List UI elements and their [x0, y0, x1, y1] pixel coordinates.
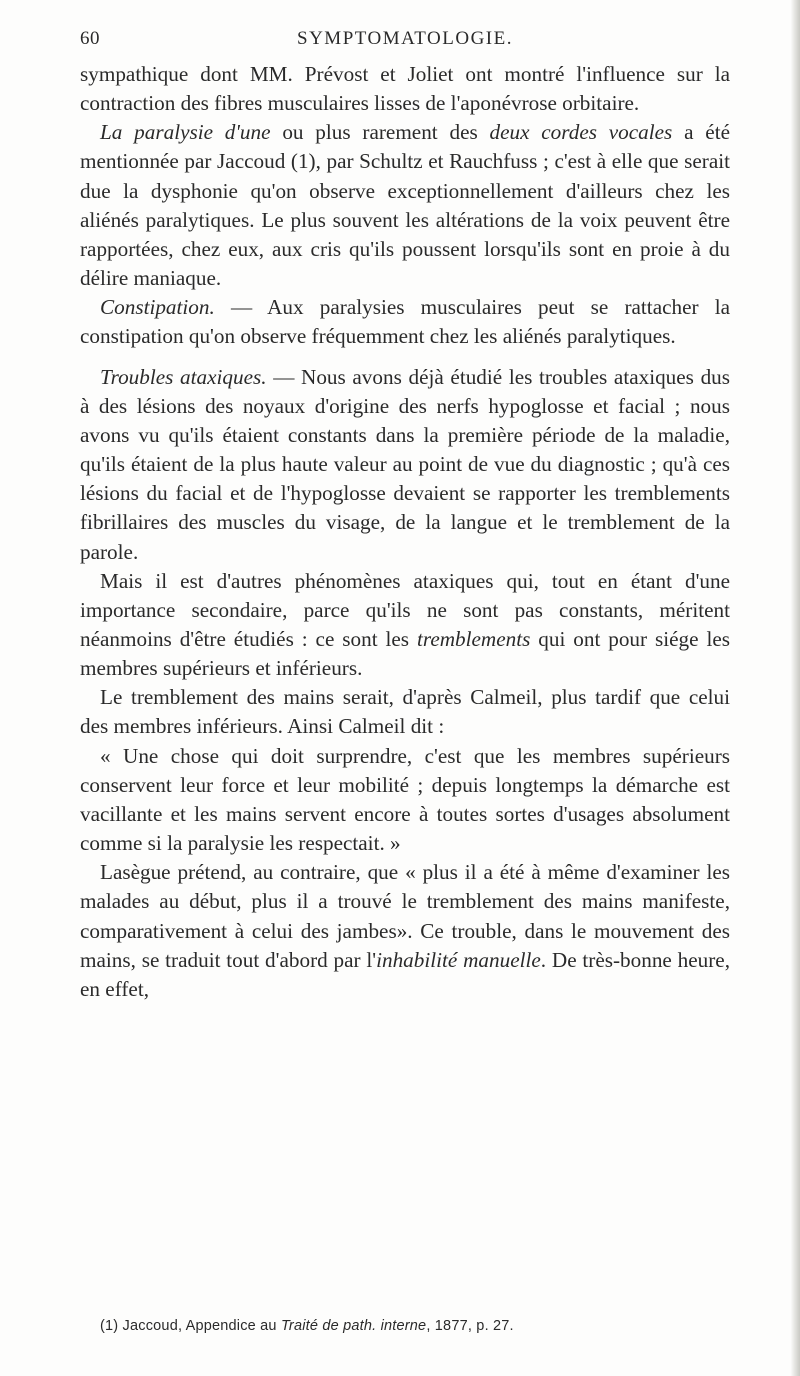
paragraph-sympathique: sympathique dont MM. Prévost et Joliet ont montré l'influence sur la contraction des fibres musculaires lisses de l'aponévrose orbitaire.	[80, 62, 730, 116]
paragraph-lasegue: Lasègue prétend, au contraire, que « plus il a été à même d'examiner les malades au début, plus il a trouvé le tremblement des mains manifeste, comparativement à celui des jambes». Ce trouble, dans le mouvement des mains, se traduit tout d'abord par l'inhabilité manuelle. De très-bonne heure, en effet,	[80, 860, 730, 1001]
paragraph-lead-italic: Troubles ataxiques.	[100, 364, 267, 389]
page-edge-shadow	[790, 0, 800, 1376]
italic-term-tremblements: tremblements	[416, 626, 531, 651]
paragraph-paralysie-cordes-vocales: La paralysie d'une ou plus rarement des deux cordes vocales a été mentionnée par Jaccoud (1), par Schultz et Rauchfuss ; c'est à elle que serait due la dysphonie qu'on observe exceptionnellement d'ailleurs chez les aliénés paralytiques. Le plus souvent les altérations de la voix peuvent être rapportées, chez eux, aux cris qu'ils poussent lorsqu'ils sont en proie à du délire maniaque.	[80, 120, 730, 291]
paragraph-constipation: Constipation. — Aux paralysies musculaires peut se rattacher la constipation qu'on observe fréquemment chez les aliénés paralytiques.	[80, 295, 730, 349]
footnote-italic-title: Traité de path. interne	[280, 1318, 427, 1334]
italic-term-deux-cordes-vocales: deux cordes vocales	[489, 120, 673, 145]
paragraph-phenomenes-ataxiques: Mais il est d'autres phénomènes ataxiques qui, tout en étant d'une importance secondaire, parce qu'ils ne sont pas constants, méritent néanmoins d'être étudiés : ce sont les tremblements qui ont pour siége les membres supérieurs et inférieurs.	[80, 568, 730, 681]
paragraph-quotation-calmeil: « Une chose qui doit surprendre, c'est que les membres supérieurs conservent leur force et leur mobilité ; depuis longtemps la démarche est vacillante et les mains servent encore à toutes sortes d'usages absolument comme si la paralysie les respectait. »	[80, 743, 730, 856]
italic-term-inhabilite-manuelle: inhabilité manuelle	[376, 947, 541, 972]
paragraph-lead-italic: La paralysie d'une	[100, 120, 271, 145]
page-header	[80, 28, 730, 54]
page-number: 60	[80, 28, 100, 49]
footnote: (1) Jaccoud, Appendice au Traité de path. interne, 1877, p. 27.	[100, 1318, 514, 1334]
paragraph-troubles-ataxiques: Troubles ataxiques. — Nous avons déjà étudié les troubles ataxiques dus à des lésions des noyaux d'origine des nerfs hypoglosse et facial ; nous avons vu qu'ils étaient constants dans la première période de la maladie, qu'ils étaient de la plus haute valeur au point de vue du diagnostic ; qu'à ces lésions du facial et de l'hypoglosse devaient se rapporter les tremblements fibrillaires des muscles du visage, de la langue et le tremblement de la parole.	[80, 364, 731, 564]
body-text	[80, 60, 730, 1004]
paragraph-tremblement-des-mains: Le tremblement des mains serait, d'après Calmeil, plus tardif que celui des membres inférieurs. Ainsi Calmeil dit :	[80, 685, 730, 739]
running-title: SYMPTOMATOLOGIE.	[297, 28, 513, 49]
paragraph-lead-italic: Constipation.	[100, 295, 215, 320]
